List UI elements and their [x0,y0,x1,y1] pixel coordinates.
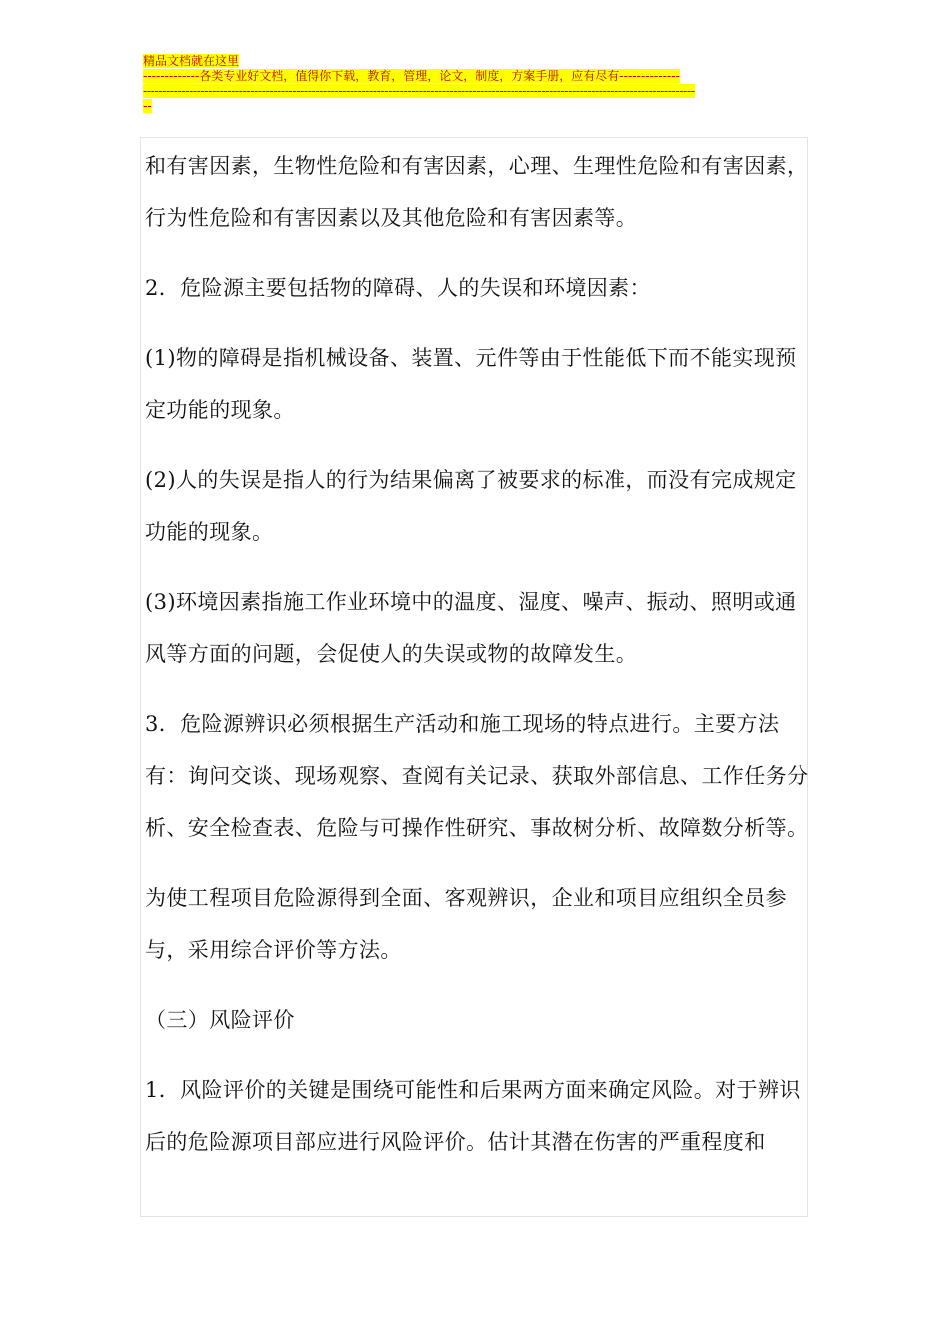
document-banner [143,54,808,114]
section-heading-risk-evaluation: （三）风险评价 [145,1008,295,1032]
banner-rule: ------------------------------------------------------------------------------------------------------------------------------------------------ [143,84,695,98]
paragraph-organization: 为使工程项目危险源得到全面、客观辨识，企业和项目应组织全员参与，采用综合评价等方法。 [145,886,787,962]
list-item-2-3: (3)环境因素指施工作业环境中的温度、湿度、噪声、振动、照明或通风等方面的问题，会促使人的失误或物的故障发生。 [145,590,797,666]
banner-rule-tail: -- [143,99,152,113]
list-item-2-1: (1)物的障碍是指机械设备、装置、元件等由于性能低下而不能实现预定功能的现象。 [145,346,797,422]
banner-title: 精品文档就在这里 [143,54,240,68]
list-item-1: 1．风险评价的关键是围绕可能性和后果两方面来确定风险。对于辨识后的危险源项目部应进行风险评价。估计其潜在伤害的严重程度和 [145,1078,801,1154]
banner-slogan: -------------各类专业好文档，值得你下载，教育，管理，论文，制度，方案手册，应有尽有-------------- [143,69,680,83]
list-item-2-2: (2)人的失误是指人的行为结果偏离了被要求的标准，而没有完成规定功能的现象。 [145,468,797,544]
paragraph-hazard-factors: 和有害因素，生物性危险和有害因素，心理、生理性危险和有害因素，行为性危险和有害因素以及其他危险和有害因素等。 [145,154,809,230]
document-body [145,140,815,1168]
list-item-3: 3．危险源辨识必须根据生产活动和施工现场的特点进行。主要方法有：询问交谈、现场观察、查阅有关记录、获取外部信息、工作任务分析、安全检查表、危险与可操作性研究、事故树分析、故障数分析等。 [145,712,809,840]
list-item-2: 2．危险源主要包括物的障碍、人的失误和环境因素： [145,276,651,300]
